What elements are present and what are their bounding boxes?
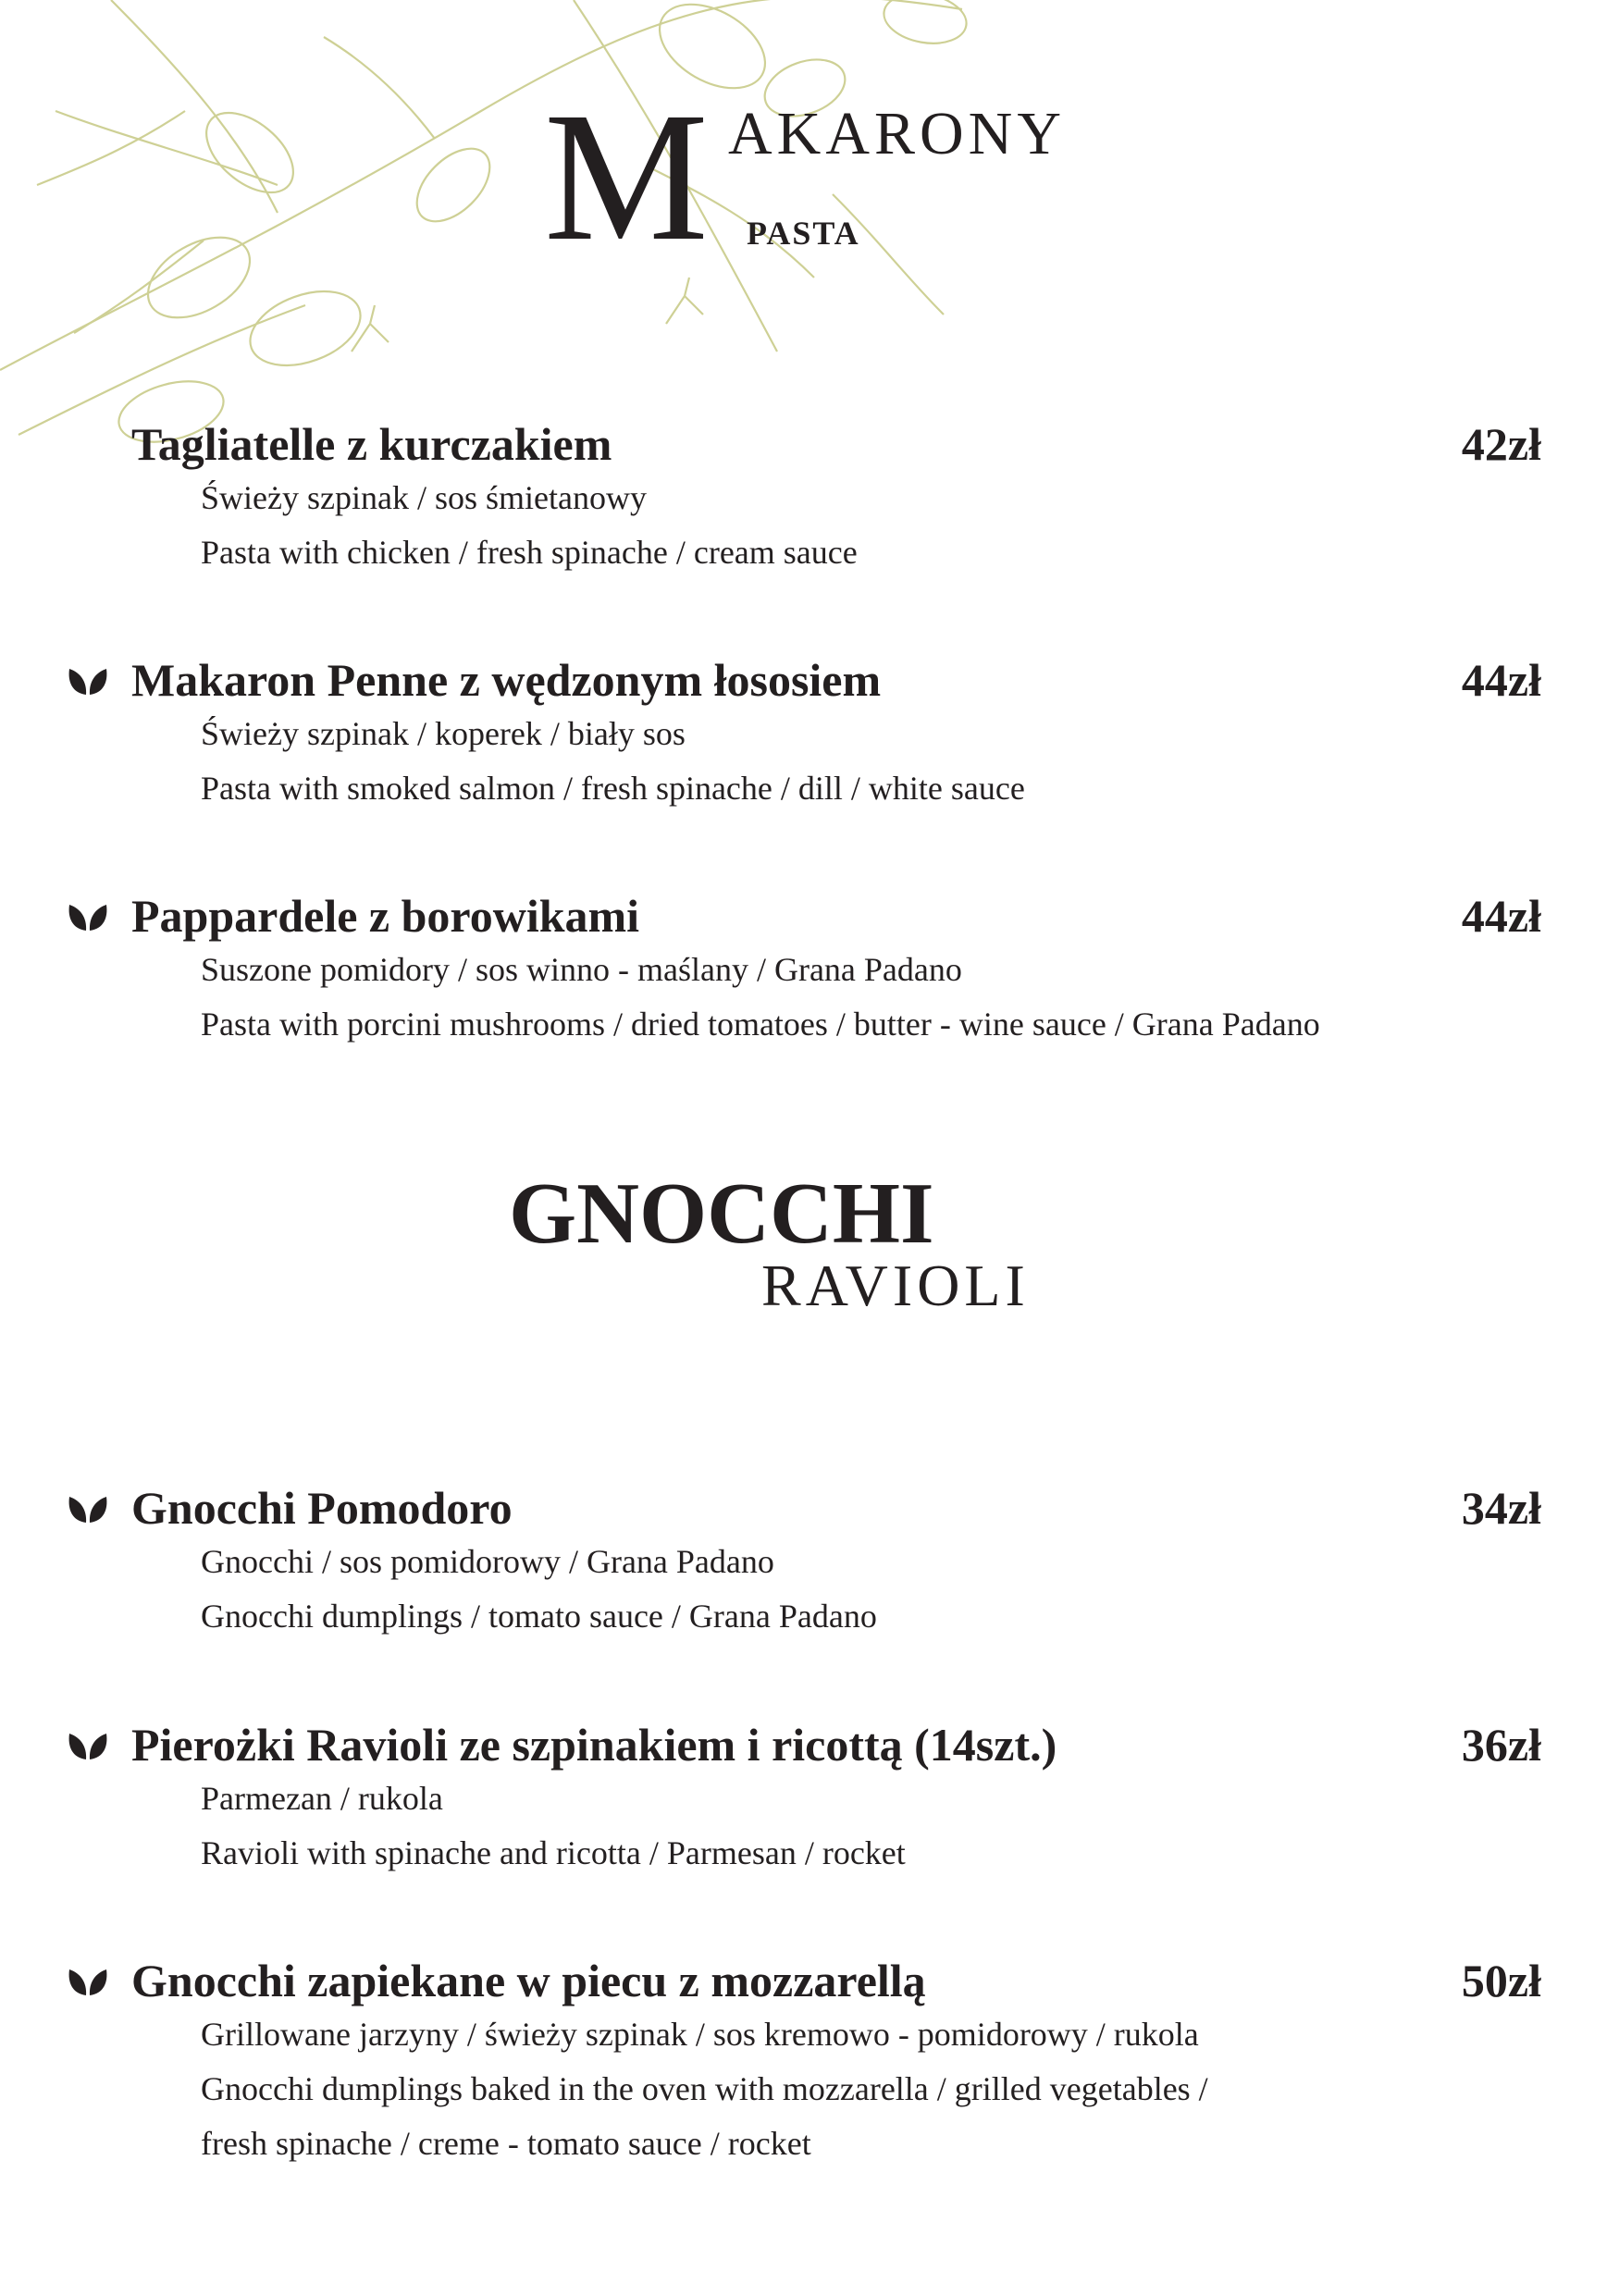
menu-item [0,1955,1619,2214]
menu-item [0,418,1619,603]
item-description-pl: Gnocchi / sos pomidorowy / Grana Padano [201,1543,774,1580]
item-price: 44zł [1461,890,1541,942]
item-name: Makaron Penne z wędzonym łososiem [131,654,882,706]
item-price: 50zł [1461,1955,1541,2006]
item-name: Pierożki Ravioli ze szpinakiem i ricottą (14szt.) [131,1719,1057,1771]
item-description-pl: Suszone pomidory / sos winno - maślany / Grana Padano [201,951,962,988]
section-title: GNOCCHI [509,1166,934,1262]
item-name: Gnocchi zapiekane w piecu z mozzarellą [131,1955,926,2006]
section-subtitle: PASTA [747,215,860,252]
section-header-makarony [0,0,1619,278]
item-description-en: Gnocchi dumplings baked in the oven with mozzarella / grilled vegetables / [201,2070,1208,2107]
item-description-pl: Parmezan / rukola [201,1780,443,1817]
leaf-icon [67,901,109,932]
item-description-en: Ravioli with spinache and ricotta / Parmesan / rocket [201,1834,906,1871]
section-title-rest: AKARONY [728,100,1066,167]
menu-item [0,1719,1619,1904]
item-price: 36zł [1461,1719,1541,1771]
item-description-en: Pasta with porcini mushrooms / dried tomatoes / butter - wine sauce / Grana Padano [201,1006,1320,1043]
menu-item [0,1482,1619,1667]
leaf-icon [67,1493,109,1524]
menu-item [0,890,1619,1075]
item-description-pl: Świeży szpinak / koperek / biały sos [201,715,686,752]
item-description-en: Gnocchi dumplings / tomato sauce / Grana Padano [201,1598,877,1635]
item-name: Gnocchi Pomodoro [131,1482,513,1534]
leaf-icon [67,665,109,697]
item-description-pl: Grillowane jarzyny / świeży szpinak / sos kremowo - pomidorowy / rukola [201,2016,1199,2053]
item-description-pl: Świeży szpinak / sos śmietanowy [201,479,647,516]
item-price: 44zł [1461,654,1541,706]
leaf-icon [67,1730,109,1761]
item-description-en: Pasta with smoked salmon / fresh spinache / dill / white sauce [201,770,1025,807]
section-title-initial: M [544,75,709,279]
item-price: 34zł [1461,1482,1541,1534]
item-name: Pappardele z borowikami [131,890,640,942]
item-name: Tagliatelle z kurczakiem [131,418,612,470]
leaf-icon [67,1966,109,1997]
section-subtitle: RAVIOLI [761,1253,1030,1318]
item-price: 42zł [1461,418,1541,470]
menu-item [0,654,1619,839]
item-description-en: Pasta with chicken / fresh spinache / cream sauce [201,534,858,571]
item-description-en-cont: fresh spinache / creme - tomato sauce / rocket [201,2125,811,2162]
